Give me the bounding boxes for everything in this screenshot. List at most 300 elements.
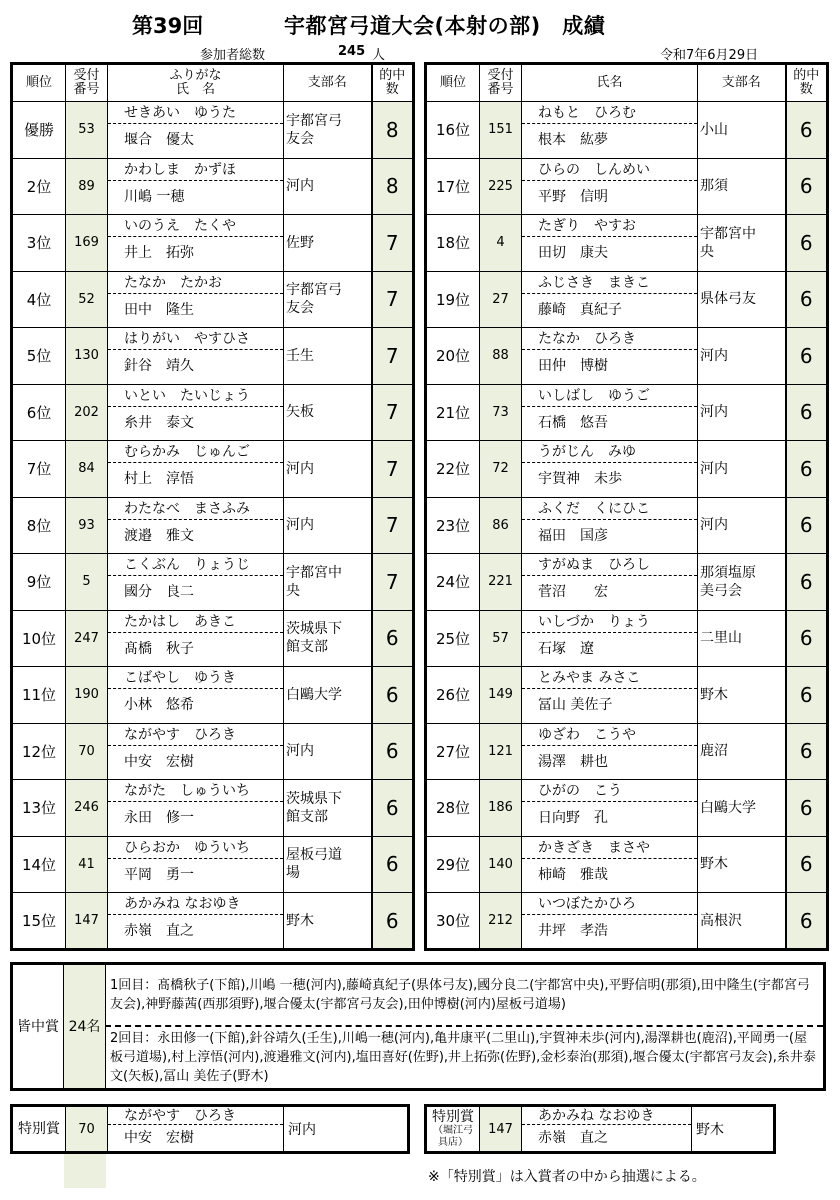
branch-name: 河内 (286, 178, 314, 195)
name-cell (522, 723, 698, 780)
branch-cell (698, 893, 786, 950)
result-row (426, 780, 828, 837)
furigana: うがじん みゆ (522, 441, 697, 463)
name-cell (108, 780, 284, 837)
full-name: 渡邉 雅文 (124, 527, 194, 544)
branch-cell (284, 215, 372, 272)
full-name: 井上 拓弥 (124, 245, 194, 261)
branch-name: 矢板 (286, 404, 314, 421)
rank-cell: 19位 (426, 271, 480, 328)
name-cell (522, 610, 698, 667)
result-row (426, 554, 828, 611)
hits-cell: 8 (372, 158, 414, 215)
rank-cell: 優勝 (12, 102, 66, 159)
branch-name: 白鷗大学 (700, 799, 756, 816)
furigana: こくぶん りょうじ (108, 554, 283, 576)
event-title: 宇都宮弓道大会(本射の部) 成績 (284, 14, 606, 38)
branch-cell (284, 723, 372, 780)
hits-cell: 6 (786, 780, 828, 837)
furigana: ふくだ くにひこ (522, 498, 697, 520)
full-name: 福田 国彦 (538, 527, 608, 544)
entry-number-cell: 41 (66, 836, 108, 893)
branch-name: 河内 (700, 347, 728, 364)
branch-cell (284, 836, 372, 893)
entry-number-cell: 52 (66, 271, 108, 328)
full-name: 中安 宏樹 (124, 753, 194, 770)
furigana: むらかみ じゅんご (108, 441, 283, 463)
branch-name: 鹿沼 (700, 743, 728, 760)
rank-cell: 9位 (12, 554, 66, 611)
result-row (426, 893, 828, 950)
name-cell (108, 893, 284, 950)
furigana: ねもと ひろむ (522, 102, 697, 124)
entry-number-cell: 27 (480, 271, 522, 328)
results-table-left (10, 62, 415, 951)
entry-number-cell: 151 (480, 102, 522, 159)
rank-cell: 23位 (426, 497, 480, 554)
hits-cell: 6 (372, 780, 414, 837)
special-award-sponsor: （堀江弓 具店） (433, 1125, 473, 1148)
result-row (426, 441, 828, 498)
entry-number-cell: 149 (480, 667, 522, 724)
header-name: 氏名 (522, 64, 698, 102)
entry-number-cell: 4 (480, 215, 522, 272)
hits-cell: 6 (786, 723, 828, 780)
rank-cell: 8位 (12, 497, 66, 554)
participants-label: 参加者総数 (200, 48, 266, 63)
branch-cell (698, 497, 786, 554)
full-name: 根本 紘夢 (538, 132, 608, 148)
furigana: かわしま かずほ (108, 159, 283, 181)
entry-number-cell: 88 (480, 328, 522, 385)
rank-cell: 18位 (426, 215, 480, 272)
result-row (12, 441, 414, 498)
header-number-text: 受付 番号 (73, 68, 100, 97)
name-cell (108, 723, 284, 780)
rank-cell: 13位 (12, 780, 66, 837)
branch-cell (284, 441, 372, 498)
result-row (426, 497, 828, 554)
header-number-text: 受付 番号 (487, 68, 514, 97)
entry-number-cell: 53 (66, 102, 108, 159)
name-cell (108, 497, 284, 554)
branch-name: 野木 (700, 686, 728, 703)
branch-cell (284, 102, 372, 159)
entry-number-cell: 130 (66, 328, 108, 385)
furigana: いしばし ゆうご (522, 385, 697, 407)
hits-cell: 7 (372, 497, 414, 554)
furigana: ひらの しんめい (522, 159, 697, 181)
header-hits (372, 64, 414, 102)
full-name: 湯澤 耕也 (538, 753, 608, 770)
special-award-name-cell (108, 1106, 284, 1153)
furigana: ながやす ひろき (108, 724, 283, 746)
result-row (12, 215, 414, 272)
full-name: 柿崎 雅哉 (538, 866, 608, 883)
branch-name: 茨城県下 館支部 (286, 790, 342, 825)
branch-name: 河内 (700, 460, 728, 477)
branch-cell (284, 554, 372, 611)
event-date: 令和7年6月29日 (660, 48, 759, 63)
special-award-number: 147 (480, 1106, 522, 1153)
result-row (426, 271, 828, 328)
header-name (108, 64, 284, 102)
full-name: 宇賀神 未歩 (538, 471, 622, 487)
special-award-name-cell (522, 1106, 692, 1153)
furigana: せきあい ゆうた (108, 102, 283, 124)
header-branch: 支部名 (284, 64, 372, 102)
results-body-left (12, 102, 414, 950)
furigana: たかはし あきこ (108, 611, 283, 633)
rank-cell: 6位 (12, 384, 66, 441)
branch-cell (284, 384, 372, 441)
result-row (426, 836, 828, 893)
rank-cell: 21位 (426, 384, 480, 441)
hits-cell: 6 (372, 836, 414, 893)
special-award-name: 中安 宏樹 (124, 1130, 194, 1146)
header-number (66, 64, 108, 102)
furigana: ひがの こう (522, 780, 697, 802)
rank-cell: 30位 (426, 893, 480, 950)
result-row (12, 158, 414, 215)
branch-name: 宇都宮弓 友会 (286, 282, 342, 317)
branch-cell (698, 215, 786, 272)
special-award-branch: 野木 (692, 1106, 775, 1153)
rank-cell: 25位 (426, 610, 480, 667)
branch-name: 茨城県下 館支部 (286, 621, 342, 656)
result-row (12, 497, 414, 554)
branch-cell (698, 102, 786, 159)
entry-number-cell: 140 (480, 836, 522, 893)
results-body-right (426, 102, 828, 950)
furigana: かきざき まさや (522, 837, 697, 859)
name-cell (522, 667, 698, 724)
branch-name: 宇都宮中 央 (700, 225, 756, 260)
result-row (12, 667, 414, 724)
hits-cell: 6 (786, 102, 828, 159)
entry-number-cell: 147 (66, 893, 108, 950)
full-name: 川嶋 一穂 (124, 188, 185, 205)
hits-cell: 6 (786, 667, 828, 724)
branch-cell (284, 328, 372, 385)
furigana: あかみね なおゆき (108, 893, 283, 915)
branch-name: 二里山 (700, 630, 742, 647)
entry-number-cell: 221 (480, 554, 522, 611)
branch-name: 野木 (286, 912, 314, 929)
branch-cell (698, 554, 786, 611)
special-award-title: 特別賞 (432, 1109, 474, 1125)
rank-cell: 15位 (12, 893, 66, 950)
branch-cell (284, 158, 372, 215)
branch-name: 河内 (700, 404, 728, 421)
branch-cell (698, 723, 786, 780)
furigana: いしづか りょう (522, 611, 697, 633)
full-name: 針谷 靖久 (124, 358, 194, 374)
special-award-name: 赤嶺 直之 (538, 1130, 608, 1146)
result-row (426, 384, 828, 441)
branch-cell (698, 780, 786, 837)
document-title (0, 10, 840, 40)
name-cell (522, 497, 698, 554)
rank-cell: 5位 (12, 328, 66, 385)
full-name: 石塚 遼 (538, 640, 594, 657)
name-cell (522, 441, 698, 498)
entry-number-cell: 5 (66, 554, 108, 611)
full-name: 田切 康夫 (538, 245, 608, 261)
all-hit-award-label: 皆中賞 (12, 964, 64, 1090)
branch-cell (698, 384, 786, 441)
special-award-number: 70 (66, 1106, 108, 1153)
participants-count: 245 (338, 44, 366, 59)
rank-cell: 12位 (12, 723, 66, 780)
rank-cell: 26位 (426, 667, 480, 724)
special-award-label (426, 1106, 480, 1153)
full-name: 石橋 悠吾 (538, 414, 608, 431)
name-cell (108, 667, 284, 724)
entry-number-cell: 89 (66, 158, 108, 215)
entry-number-cell: 212 (480, 893, 522, 950)
hits-cell: 6 (786, 497, 828, 554)
rank-cell: 2位 (12, 158, 66, 215)
furigana: ひらおか ゆういち (108, 837, 283, 859)
hits-cell: 6 (786, 328, 828, 385)
header-number (480, 64, 522, 102)
full-name: 藤崎 真紀子 (538, 301, 622, 318)
header-branch: 支部名 (698, 64, 786, 102)
entry-number-cell: 247 (66, 610, 108, 667)
hits-cell: 7 (372, 384, 414, 441)
branch-cell (698, 158, 786, 215)
special-award-table-1 (10, 1104, 410, 1154)
hits-cell: 6 (786, 158, 828, 215)
name-cell (108, 554, 284, 611)
hits-cell: 6 (372, 893, 414, 950)
all-hit-round2: 2回目：永田修一(下館),針谷靖久(壬生),川嶋一穂(河内),亀井康平(二里山),宇賀神未歩(河内),湯澤耕也(鹿沼),平岡勇一(屋板弓道場),村上淳悟(河内),渡邉雅文(河内),塩田喜好(佐野),井上拓弥(佐野),金杉泰治(那須),堰合優太(宇都宮弓友会),糸井泰文(矢板),冨山 美佐子(野木) (106, 1026, 825, 1090)
branch-cell (698, 836, 786, 893)
entry-number-cell: 57 (480, 610, 522, 667)
branch-cell (698, 328, 786, 385)
furigana: ゆざわ こうや (522, 724, 697, 746)
branch-name: 野木 (700, 856, 728, 873)
furigana: こばやし ゆうき (108, 667, 283, 689)
entry-number-cell: 121 (480, 723, 522, 780)
hits-cell: 6 (786, 893, 828, 950)
entry-number-cell: 169 (66, 215, 108, 272)
hits-cell: 6 (372, 723, 414, 780)
full-name: 平野 信明 (538, 188, 608, 205)
rank-cell: 16位 (426, 102, 480, 159)
hits-cell: 6 (786, 836, 828, 893)
rank-cell: 28位 (426, 780, 480, 837)
full-name: 村上 淳悟 (124, 471, 194, 487)
hits-cell: 6 (786, 384, 828, 441)
furigana: わたなべ まさふみ (108, 498, 283, 520)
hits-cell: 6 (786, 215, 828, 272)
all-hit-award-count: 24名 (64, 964, 106, 1090)
name-cell (108, 102, 284, 159)
result-row (12, 102, 414, 159)
branch-cell (284, 610, 372, 667)
hits-cell: 6 (372, 610, 414, 667)
results-table-right (424, 62, 829, 951)
name-cell (522, 836, 698, 893)
furigana: たなか ひろき (522, 328, 697, 350)
branch-cell (284, 271, 372, 328)
branch-name: 宇都宮中 央 (286, 564, 342, 599)
result-row (12, 780, 414, 837)
branch-cell (284, 497, 372, 554)
result-row (12, 554, 414, 611)
hits-cell: 7 (372, 441, 414, 498)
special-award-table-2 (424, 1104, 776, 1154)
rank-cell: 29位 (426, 836, 480, 893)
entry-number-cell: 72 (480, 441, 522, 498)
rank-cell: 10位 (12, 610, 66, 667)
furigana: たなか たかお (108, 272, 283, 294)
name-cell (522, 554, 698, 611)
entry-number-cell: 93 (66, 497, 108, 554)
furigana: すがぬま ひろし (522, 554, 697, 576)
result-row (12, 610, 414, 667)
subheader (0, 44, 840, 62)
hits-cell: 8 (372, 102, 414, 159)
result-row (426, 102, 828, 159)
number-column-stub (64, 1152, 106, 1188)
all-hit-award-table (10, 962, 826, 1091)
result-row (426, 328, 828, 385)
full-name: 平岡 勇一 (124, 866, 194, 883)
full-name: 永田 修一 (124, 810, 194, 826)
header-rank: 順位 (426, 64, 480, 102)
full-name: 堰合 優太 (124, 132, 194, 148)
header-hits-text: 的中 数 (793, 68, 820, 97)
result-row (426, 723, 828, 780)
branch-name: 白鷗大学 (286, 686, 342, 703)
edition-label: 第39回 (132, 14, 204, 38)
result-row (426, 667, 828, 724)
name-cell (522, 384, 698, 441)
entry-number-cell: 225 (480, 158, 522, 215)
full-name: 國分 良二 (124, 584, 194, 600)
full-name: 赤嶺 直之 (124, 923, 194, 939)
name-cell (522, 780, 698, 837)
entry-number-cell: 73 (480, 384, 522, 441)
branch-name: 河内 (286, 517, 314, 534)
name-cell (108, 441, 284, 498)
name-cell (108, 215, 284, 272)
branch-name: 那須 (700, 178, 728, 195)
entry-number-cell: 86 (480, 497, 522, 554)
furigana: たぎり やすお (522, 215, 697, 237)
hits-cell: 6 (786, 610, 828, 667)
name-cell (522, 893, 698, 950)
result-row (12, 384, 414, 441)
hits-cell: 6 (372, 667, 414, 724)
branch-cell (698, 271, 786, 328)
name-cell (522, 271, 698, 328)
header-name-text: ふりがな 氏 名 (169, 68, 222, 97)
furigana: いつぼたかひろ (522, 893, 697, 915)
branch-name: 屋板弓道 場 (286, 847, 342, 882)
result-row (12, 723, 414, 780)
hits-cell: 7 (372, 328, 414, 385)
special-award-kana: ながやす ひろき (108, 1107, 283, 1125)
header-hits-text: 的中 数 (379, 68, 406, 97)
name-cell (522, 102, 698, 159)
full-name: 井坪 孝浩 (538, 923, 608, 939)
name-cell (108, 158, 284, 215)
all-hit-round1: 1回目：髙橋秋子(下館),川嶋 一穂(河内),藤崎真紀子(県体弓友),國分良二(宇都宮中央),平野信明(那須),田中隆生(宇都宮弓友会),神野藤茜(西那須野),堰合優太(宇都宮弓友会),田仲博樹(河内)屋板弓道場) (106, 964, 825, 1026)
rank-cell: 14位 (12, 836, 66, 893)
result-row (426, 215, 828, 272)
branch-name: 宇都宮弓 友会 (286, 112, 342, 147)
name-cell (522, 158, 698, 215)
branch-name: 県体弓友 (700, 291, 756, 308)
entry-number-cell: 84 (66, 441, 108, 498)
full-name: 田仲 博樹 (538, 358, 608, 374)
branch-cell (284, 780, 372, 837)
special-award-label: 特別賞 (12, 1106, 66, 1153)
name-cell (522, 328, 698, 385)
branch-cell (284, 893, 372, 950)
hits-cell: 7 (372, 215, 414, 272)
furigana: ながた しゅういち (108, 780, 283, 802)
furigana: はりがい やすひさ (108, 328, 283, 350)
special-award-kana: あかみね なおゆき (522, 1107, 691, 1125)
hits-cell: 7 (372, 271, 414, 328)
entry-number-cell: 70 (66, 723, 108, 780)
furigana: ふじさき まきこ (522, 272, 697, 294)
hits-cell: 6 (786, 441, 828, 498)
entry-number-cell: 246 (66, 780, 108, 837)
hits-cell: 6 (786, 554, 828, 611)
full-name: 日向野 孔 (538, 810, 608, 826)
branch-cell (698, 441, 786, 498)
special-award-branch: 河内 (284, 1106, 409, 1153)
branch-cell (698, 610, 786, 667)
full-name: 小林 悠希 (124, 697, 194, 713)
name-cell (108, 384, 284, 441)
branch-name: 河内 (286, 743, 314, 760)
branch-cell (698, 667, 786, 724)
rank-cell: 27位 (426, 723, 480, 780)
hits-cell: 6 (786, 271, 828, 328)
rank-cell: 11位 (12, 667, 66, 724)
full-name: 田中 隆生 (124, 301, 194, 318)
result-row (426, 610, 828, 667)
participants-unit: 人 (372, 48, 386, 63)
furigana: とみやま みさこ (522, 667, 697, 689)
result-row (12, 328, 414, 385)
result-row (12, 893, 414, 950)
rank-cell: 20位 (426, 328, 480, 385)
name-cell (108, 271, 284, 328)
rank-cell: 3位 (12, 215, 66, 272)
full-name: 髙橋 秋子 (124, 640, 194, 657)
furigana: いのうえ たくや (108, 215, 283, 237)
header-hits (786, 64, 828, 102)
entry-number-cell: 186 (480, 780, 522, 837)
entry-number-cell: 202 (66, 384, 108, 441)
branch-name: 那須塩原 美弓会 (700, 564, 756, 599)
rank-cell: 4位 (12, 271, 66, 328)
branch-name: 小山 (700, 121, 728, 138)
rank-cell: 22位 (426, 441, 480, 498)
branch-cell (284, 667, 372, 724)
branch-name: 河内 (700, 517, 728, 534)
result-row (12, 271, 414, 328)
full-name: 菅沼 宏 (538, 584, 608, 600)
